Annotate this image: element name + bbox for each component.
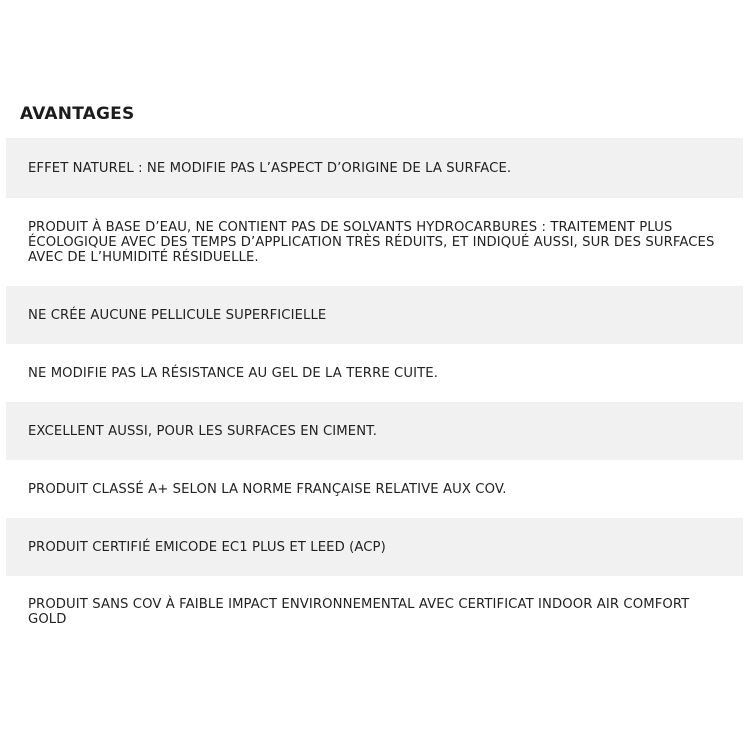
advantage-item: PRODUIT SANS COV À FAIBLE IMPACT ENVIRONNEMENTAL AVEC CERTIFICAT INDOOR AIR COMFORT GOLD <box>6 576 743 648</box>
advantage-item: PRODUIT À BASE D’EAU, NE CONTIENT PAS DE SOLVANTS HYDROCARBURES : TRAITEMENT PLUS ÉCOLOGIQUE AVEC DES TEMPS D’APPLICATION TRÈS RÉDUITS, ET INDIQUÉ AUSSI, SUR DES SURFACES AVEC DE L’HUMIDITÉ RÉSIDUELLE. <box>6 198 743 286</box>
advantages-list <box>6 138 743 648</box>
advantage-item: NE CRÉE AUCUNE PELLICULE SUPERFICIELLE <box>6 286 743 344</box>
advantage-item: PRODUIT CERTIFIÉ EMICODE EC1 PLUS ET LEED (ACP) <box>6 518 743 576</box>
section-title: AVANTAGES <box>20 104 135 124</box>
advantage-item: PRODUIT CLASSÉ A+ SELON LA NORME FRANÇAISE RELATIVE AUX COV. <box>6 460 743 518</box>
advantage-item: EFFET NATUREL : NE MODIFIE PAS L’ASPECT D’ORIGINE DE LA SURFACE. <box>6 138 743 198</box>
advantage-item: EXCELLENT AUSSI, POUR LES SURFACES EN CIMENT. <box>6 402 743 460</box>
advantage-item: NE MODIFIE PAS LA RÉSISTANCE AU GEL DE LA TERRE CUITE. <box>6 344 743 402</box>
